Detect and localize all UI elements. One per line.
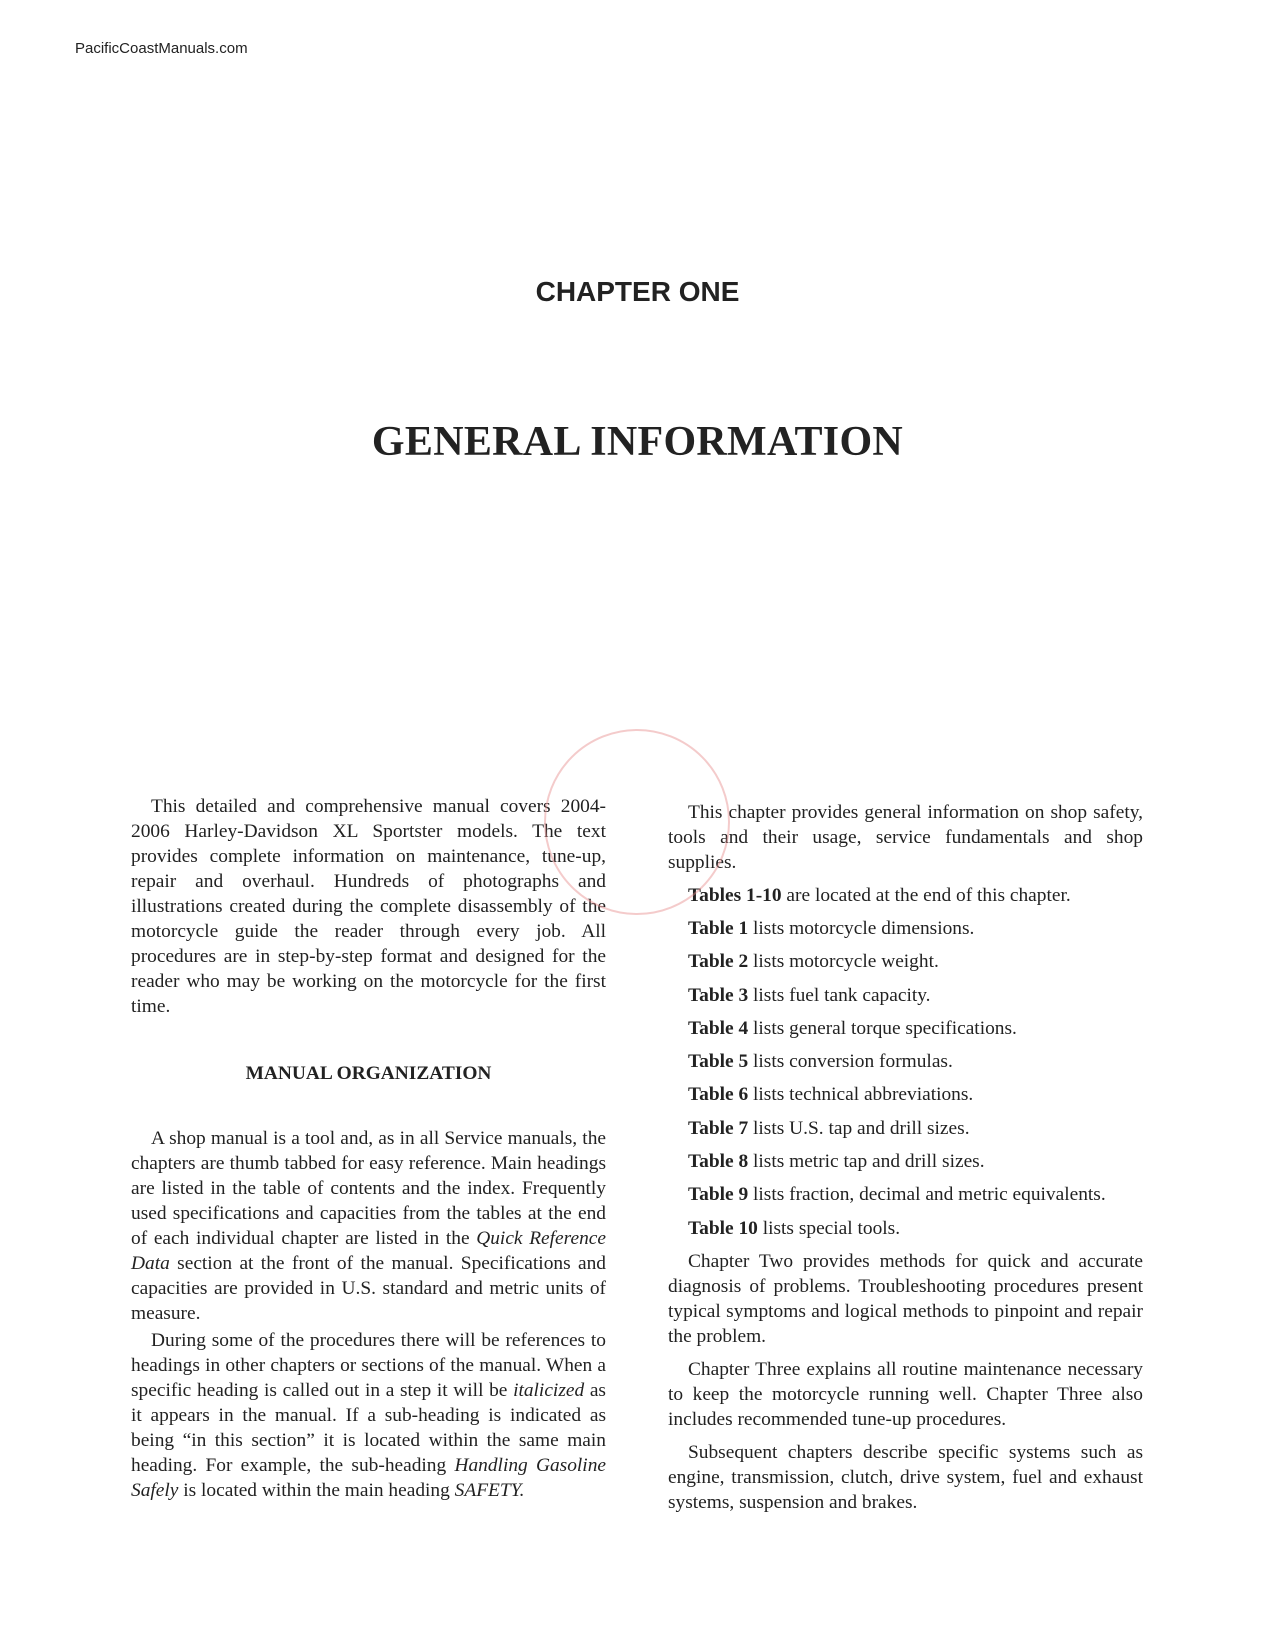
safety-emphasis: SAFETY. xyxy=(454,1480,525,1501)
list-item: Table 1 lists motorcycle dimensions. xyxy=(688,918,975,939)
list-item: Table 4 lists general torque specifications. xyxy=(688,1017,1017,1039)
right-column xyxy=(668,800,1143,1523)
chapter-three-paragraph: Chapter Three explains all routine maintenance necessary to keep the motorcycle running well. Chapter Three also includes recommended tune-up procedures. xyxy=(668,1358,1143,1430)
chapter-label: CHAPTER ONE xyxy=(535,276,740,307)
list-item: Table 6 lists technical abbreviations. xyxy=(688,1084,974,1106)
tables-intro-paragraph: Tables 1-10 are located at the end of this chapter. xyxy=(688,885,1071,906)
chapter-overview-paragraph: This chapter provides general information on shop safety, tools and their usage, service fundamentals and shop supplies. xyxy=(668,802,1143,873)
tables-list xyxy=(668,916,1143,1241)
manual-organization-paragraph-1: A shop manual is a tool and, as in all Service manuals, the chapters are thumb tabbed for easy reference. Main headings are listed in the table of contents and the index. Frequently used specifications and capacities from the tables at the end of each individual chapter are listed in the Quick Reference Data section at the front of the manual. Specifications and capacities are provided in U.S. standard and metric units of measure. xyxy=(131,1128,606,1324)
left-column xyxy=(131,794,606,1503)
site-header: PacificCoastManuals.com xyxy=(75,40,248,57)
manual-organization-paragraph-2: During some of the procedures there will be references to headings in other chapters or sections of the manual. When a specific heading is called out in a step it will be italicized as it appears in the manual. If a sub-heading is indicated as being “in this section” it is located within the same main heading. For example, the sub-heading Handling Gasoline Safely is located within the main heading SAFETY. xyxy=(131,1330,606,1501)
list-item: Table 10 lists special tools. xyxy=(688,1217,901,1239)
list-item: Table 5 lists conversion formulas. xyxy=(688,1051,953,1073)
quick-reference-data-emphasis: Quick Reference Data xyxy=(131,1228,606,1274)
list-item: Table 9 lists fraction, decimal and metric equivalents. xyxy=(688,1184,1106,1206)
section-heading-manual-organization: MANUAL ORGANIZATION xyxy=(245,1063,492,1084)
intro-paragraph: This detailed and comprehensive manual covers 2004-2006 Harley-Davidson XL Sportster models. The text provides complete information on maintenance, tune-up, repair and overhaul. Hundreds of photographs and illustrations created during the complete disassembly of the motorcycle guide the reader through every job. All procedures are in step-by-step format and designed for the reader who may be working on the motorcycle for the first time. xyxy=(131,796,606,1017)
italicized-emphasis: italicized xyxy=(513,1380,585,1401)
list-item: Table 2 lists motorcycle weight. xyxy=(688,951,939,973)
subsequent-chapters-paragraph: Subsequent chapters describe specific systems such as engine, transmission, clutch, drive system, fuel and exhaust systems, suspension and brakes. xyxy=(668,1441,1143,1513)
list-item: Table 7 lists U.S. tap and drill sizes. xyxy=(688,1117,970,1139)
chapter-two-paragraph: Chapter Two provides methods for quick and accurate diagnosis of problems. Troubleshooting procedures present typical symptoms and logical methods to pinpoint and repair the problem. xyxy=(668,1250,1143,1347)
list-item: Table 3 lists fuel tank capacity. xyxy=(688,984,931,1006)
list-item: Table 8 lists metric tap and drill sizes. xyxy=(688,1151,985,1173)
handling-gasoline-emphasis: Handling Gasoline Safely xyxy=(131,1455,606,1501)
chapter-title: GENERAL INFORMATION xyxy=(371,419,904,465)
